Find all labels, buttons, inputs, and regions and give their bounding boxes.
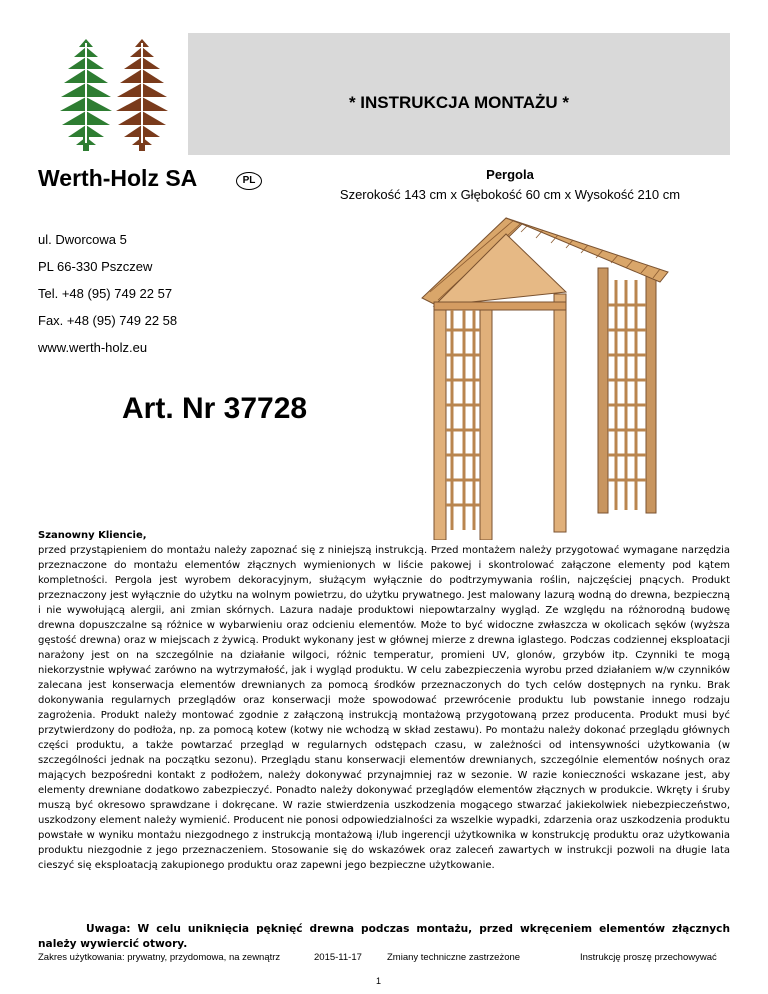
address-street: ul. Dworcowa 5 <box>38 232 127 247</box>
instructions-paragraph: przed przystąpieniem do montażu należy zapoznać się z niniejszą instrukcją. Przed montażem należy przygotować wymagane narzędzia przeznaczone do montażu elementów złącznych wymienionych w liście pakowej i skontrolować załączone elementy pod kątem kompletności. Pergola jest wyrobem dekoracyjnym, służącym wyłącznie do podtrzymywania roślin, najczęściej pnących. Produkt przeznaczony jest wyłącznie do użytku na wolnym powietrzu, do użytku prywatnego. Jest malowany lazurą wodną do drewna, bezpieczną i nie wywołującą alergii, ani zmian skórnych. Lazura nadaje produktowi niepowtarzalny wygląd. Ze względu na różnorodną budowę drewna dopuszczalne są różnice w wybarwieniu oraz odcieniu elementów. Może to być widoczne zwłaszcza w okolicach sęków (wyższa gęstość drewna) oraz w miejscach z żywicą. Produkt wykonany jest w głównej mierze z drewna iglastego. Podczas codziennej eksploatacji narażony jest on na szczególnie na działanie wilgoci, różnic temperatur, promieni UV, glonów, grzybów itp. Czynniki te mogą niekorzystnie wpływać zarówno na wytrzymałość, jak i wygląd produktu. W celu zabezpieczenia wyrobu przed działaniem w/w czynników zalecana jest konserwacja elementów drewnianych za pomocą środków przeznaczonych do tych celów dostępnych na rynku. Brak dokonywania regularnych przeglądów oraz konserwacji może spowodować przewrócenie produktu lub powstanie innego rodzaju zagrożenia. Produkt należy montować zgodnie z załączoną instrukcją montażową przygotowaną przez producenta. Produkt musi być przytwierdzony do podłoża, np. za pomocą kotew (kotwy nie wchodzą w skład zestawu). Po montażu należy dokonać przeglądu głównych części produktu, a także powtarzać przegląd w regularnych odstępach czasu, w zależności od intensywności użytkowania (w szczególności jednak na początku sezonu). Przeglądu stanu konserwacji elementów drewnianych, szczególnie elementów nośnych oraz mających bezpośredni kontakt z podłożem, należy dokonywać przynajmniej raz w sezonie. W razie konieczności wskazane jest, aby elementy drewniane dodatkowo zabezpieczyć. Ponadto należy dokonywać przeglądów elementów złącznych w produkcie. Wkręty i śruby muszą być okresowo sprawdzane i dokręcane. W razie stwierdzenia uszkodzenia mogącego stwarzać jakiekolwiek niebezpieczeństwo, uszkodzony element należy wymienić. Producent nie ponosi odpowiedzialności za wszelkie wypadki, zdarzenia oraz uszkodzenia produktu powstałe w wyniku montażu niezgodnego z instrukcją montażową i/lub ingerencji użytkownika w konstrukcję produktu oraz użytkowania produktu niezgodnie z jego przeznaczeniem. Stosowanie się do wskazówek oraz zaleceń zawartych w instrukcji pozwoli na długie lata cieszyć się eksploatacją zakupionego produktu oraz zapewni jego bezpieczne użytkowanie. <box>38 545 730 871</box>
address-phone: Tel. +48 (95) 749 22 57 <box>38 286 173 301</box>
footer-keep: Instrukcję proszę przechowywać <box>580 952 717 963</box>
pergola-illustration <box>398 210 680 540</box>
address-website: www.werth-holz.eu <box>38 340 148 355</box>
tree-logo-icon <box>38 33 188 155</box>
address-fax: Fax. +48 (95) 749 22 58 <box>38 313 178 328</box>
page-number: 1 <box>376 976 382 986</box>
warning-note: Uwaga: W celu uniknięcia pęknięć drewna podczas montażu, przed wkręceniem elementów złącznych należy wywiercić otwory. <box>38 923 730 950</box>
footer-changes: Zmiany techniczne zastrzeżone <box>387 952 521 963</box>
footer-usage: Zakres użytkowania: prywatny, przydomowa, na zewnątrz <box>38 952 281 963</box>
greeting: Szanowny Kliencie, <box>38 530 147 541</box>
country-badge: PL <box>236 172 262 190</box>
footer-date: 2015-11-17 <box>314 952 362 963</box>
body-text <box>38 528 730 873</box>
logo <box>38 33 188 155</box>
product-name: Pergola <box>486 167 534 182</box>
article-number: Art. Nr 37728 <box>122 392 308 425</box>
company-name: Werth-Holz SA <box>38 165 198 191</box>
document-title: * INSTRUKCJA MONTAŻU * <box>348 93 570 112</box>
address-city: PL 66-330 Pszczew <box>38 259 153 274</box>
product-dimensions: Szerokość 143 cm x Głębokość 60 cm x Wysokość 210 cm <box>339 187 681 202</box>
